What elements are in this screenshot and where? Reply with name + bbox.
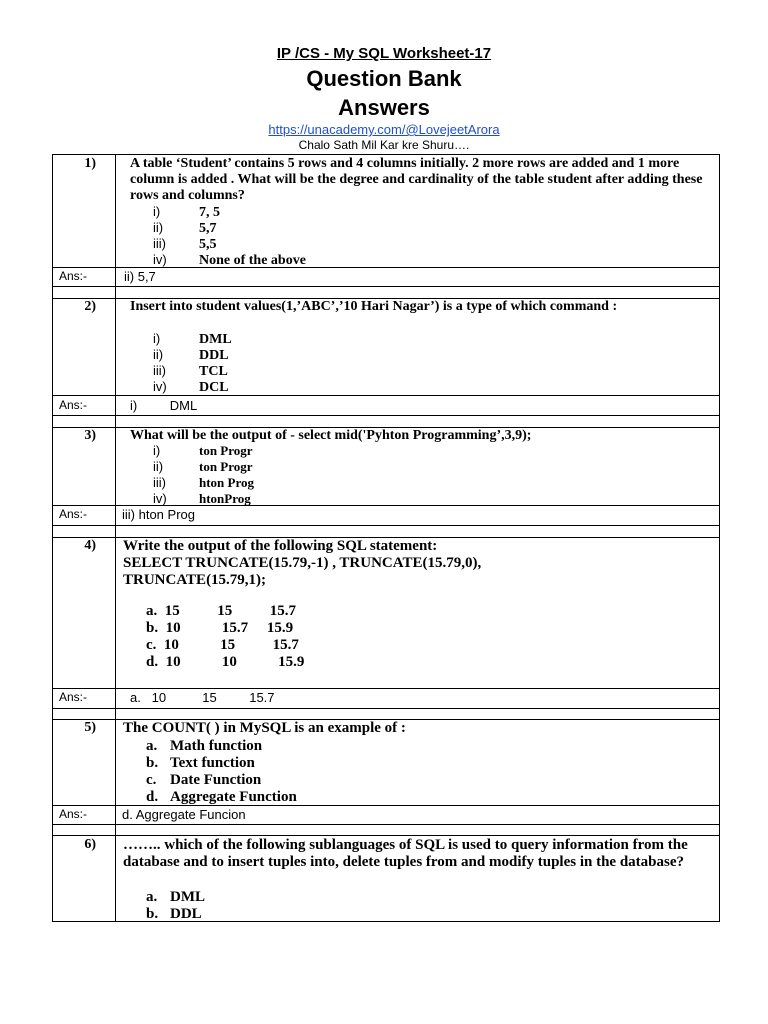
question-number-5: 5) bbox=[84, 720, 96, 735]
option bbox=[153, 379, 232, 395]
option bbox=[153, 220, 306, 236]
question-1-options bbox=[153, 204, 306, 268]
option-key: iv) bbox=[153, 252, 167, 267]
option-value: 5,7 bbox=[199, 221, 217, 236]
row-divider bbox=[52, 415, 720, 416]
option-key: b. bbox=[146, 906, 159, 922]
option bbox=[153, 204, 306, 220]
option bbox=[146, 754, 297, 771]
option-key: iv) bbox=[153, 379, 167, 394]
option bbox=[153, 459, 254, 475]
question-6-text: …….. which of the following sublanguages of SQL is used to query information from the database and to insert tuples into, delete tuples from and modify tuples in the database? bbox=[123, 837, 688, 870]
row-divider bbox=[52, 824, 720, 825]
question-2-text: Insert into student values(1,’ABC’,’10 Hari Nagar’) is a type of which command : bbox=[130, 299, 618, 314]
option: d. 10 10 15.9 bbox=[146, 654, 305, 670]
option-key: i) bbox=[153, 204, 161, 219]
option-key: a. bbox=[146, 738, 158, 754]
option-value: htonProg bbox=[199, 491, 251, 506]
tagline: Chalo Sath Mil Kar kre Shuru…. bbox=[298, 138, 470, 152]
question-number-4: 4) bbox=[84, 538, 96, 553]
option-value: DCL bbox=[199, 380, 229, 395]
option bbox=[153, 443, 254, 459]
question-4-text bbox=[123, 538, 708, 589]
option bbox=[146, 788, 297, 805]
option-key: d. bbox=[146, 789, 159, 805]
option bbox=[153, 347, 232, 363]
question-3-text: What will be the output of - select mid('Pyhton Programming’,3,9); bbox=[130, 428, 532, 443]
row-divider bbox=[52, 286, 720, 287]
answer-label: Ans:- bbox=[59, 807, 88, 821]
question-2-options bbox=[153, 331, 232, 395]
option bbox=[146, 888, 205, 905]
question-6-options bbox=[146, 888, 205, 922]
option-key: i) bbox=[153, 443, 161, 458]
option bbox=[146, 737, 297, 754]
option-key: i) bbox=[153, 331, 161, 346]
option bbox=[153, 252, 306, 268]
option-value: 7, 5 bbox=[199, 205, 220, 220]
option: a. 15 15 15.7 bbox=[146, 603, 296, 619]
option-value: None of the above bbox=[199, 253, 306, 268]
question-4-line: TRUNCATE(15.79,1); bbox=[123, 572, 267, 588]
answer-label: Ans:- bbox=[59, 690, 88, 704]
question-5-options bbox=[146, 737, 297, 805]
option bbox=[146, 905, 205, 922]
option bbox=[153, 363, 232, 379]
option-key: iii) bbox=[153, 475, 166, 490]
answer-label: Ans:- bbox=[59, 507, 88, 521]
page-subtitle: Answers bbox=[338, 95, 430, 120]
option-value: DDL bbox=[170, 906, 202, 922]
option-value: Date Function bbox=[170, 772, 262, 788]
option bbox=[153, 491, 254, 507]
option-value: 5,5 bbox=[199, 237, 217, 252]
option bbox=[153, 236, 306, 252]
question-number-1: 1) bbox=[84, 156, 96, 171]
option bbox=[153, 475, 254, 491]
option-value: DML bbox=[199, 332, 232, 347]
option-value: hton Prog bbox=[199, 475, 255, 490]
option-key: iii) bbox=[153, 363, 166, 378]
option-key: iv) bbox=[153, 491, 167, 506]
question-4-line: SELECT TRUNCATE(15.79,-1) , TRUNCATE(15.79,0), bbox=[123, 555, 482, 571]
option-value: Aggregate Function bbox=[170, 789, 297, 805]
option-value: DDL bbox=[199, 348, 229, 363]
row-divider bbox=[52, 708, 720, 709]
option bbox=[153, 331, 232, 347]
option-key: ii) bbox=[153, 220, 164, 235]
option bbox=[146, 771, 297, 788]
answer-label: Ans:- bbox=[59, 398, 88, 412]
worksheet-title: IP /CS - My SQL Worksheet-17 bbox=[276, 45, 492, 62]
option-value: ton Progr bbox=[199, 443, 253, 458]
answer-label: Ans:- bbox=[59, 269, 88, 283]
question-4-options bbox=[146, 603, 304, 671]
row-divider bbox=[52, 835, 720, 836]
option: b. 10 15.7 15.9 bbox=[146, 620, 294, 636]
table-border-top bbox=[52, 154, 720, 155]
question-number-6: 6) bbox=[84, 837, 96, 852]
row-divider bbox=[52, 525, 720, 526]
row-divider bbox=[52, 688, 720, 689]
option-value: ton Progr bbox=[199, 459, 253, 474]
option-key: c. bbox=[146, 772, 157, 788]
question-5-text: The COUNT( ) in MySQL is an example of : bbox=[123, 720, 406, 736]
page-title: Question Bank bbox=[306, 66, 462, 91]
option-value: Math function bbox=[170, 738, 263, 754]
question-number-3: 3) bbox=[84, 428, 96, 443]
answer-4: a. 10 15 15.7 bbox=[130, 690, 275, 705]
question-1-text: A table ‘Student’ contains 5 rows and 4 columns initially. 2 more rows are added and 1 more column is added . What will be the degree and cardinality of the table student after adding these rows and columns? bbox=[130, 156, 703, 203]
option-key: iii) bbox=[153, 236, 166, 251]
option-value: Text function bbox=[170, 755, 255, 771]
option: c. 10 15 15.7 bbox=[146, 637, 299, 653]
question-number-2: 2) bbox=[84, 299, 96, 314]
option-value: TCL bbox=[199, 364, 228, 379]
answer-1: ii) 5,7 bbox=[124, 269, 156, 284]
unacademy-link[interactable]: https://unacademy.com/@LovejeetArora bbox=[268, 122, 500, 137]
answer-5: d. Aggregate Funcion bbox=[122, 807, 246, 822]
option-key: b. bbox=[146, 755, 159, 771]
question-3-options bbox=[153, 443, 254, 507]
option-key: a. bbox=[146, 889, 158, 905]
answer-2: i) DML bbox=[130, 398, 198, 413]
option-key: ii) bbox=[153, 459, 164, 474]
option-key: ii) bbox=[153, 347, 164, 362]
question-4-line: Write the output of the following SQL statement: bbox=[123, 538, 438, 554]
option-value: DML bbox=[170, 889, 205, 905]
row-divider bbox=[52, 395, 720, 396]
answer-3: iii) hton Prog bbox=[122, 507, 195, 522]
